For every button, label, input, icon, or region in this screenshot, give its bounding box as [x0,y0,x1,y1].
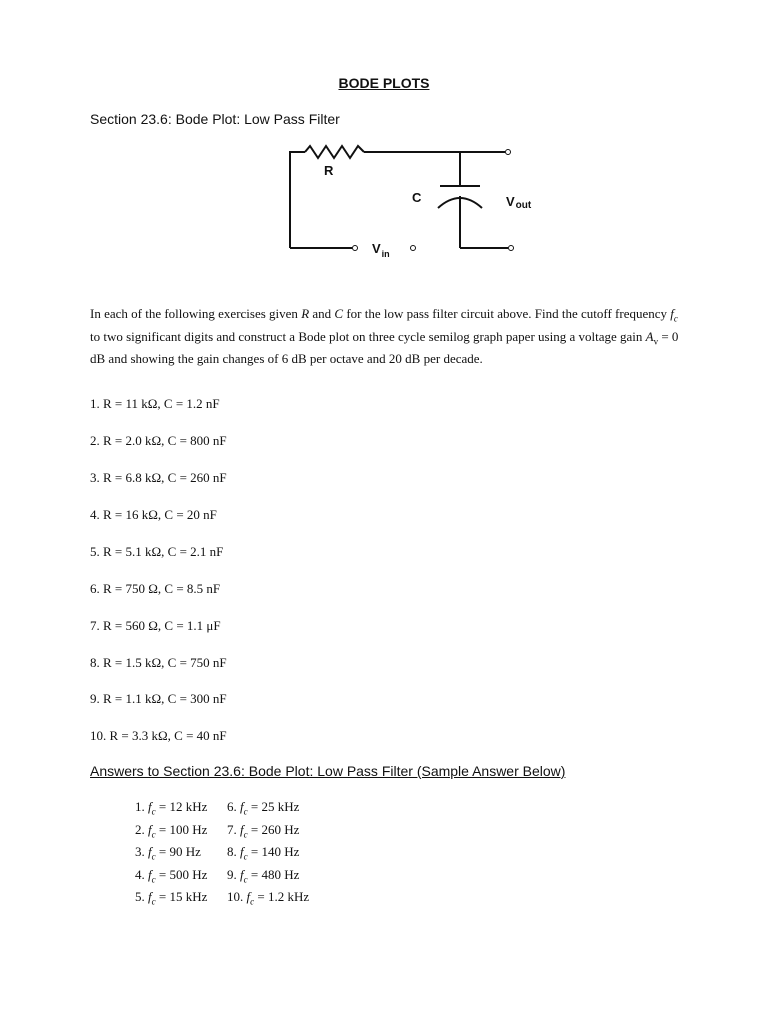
left-wire [290,152,305,248]
exercise-item: 4. R = 16 kΩ, C = 20 nF [90,507,217,522]
resistor-label: R [324,163,334,178]
exercise-item: 8. R = 1.5 kΩ, C = 750 nF [90,655,227,670]
vout-terminal-top [506,150,511,155]
answer-item: 7. $f_c = 260$ Hz [227,821,300,840]
low-pass-filter-circuit-diagram [280,138,540,268]
page-title: BODE PLOTS [338,75,430,91]
answer-item: 8. $f_c = 140$ Hz [227,844,300,862]
section-heading: Section 23.6: Bode Plot: Low Pass Filter [90,111,340,127]
answer-item: 3. $f_c = 90$ Hz [135,844,201,862]
exercise-item: 9. R = 1.1 kΩ, C = 300 nF [90,691,227,706]
answer-item: 6. $f_c = 25$ kHz [227,799,300,817]
answer-item: 4. $f_c = 500$ Hz [135,866,208,885]
vin-terminal-left [353,246,358,251]
answer-item: 2. $f_c = 100$ Hz [135,821,208,840]
exercise-item: 7. R = 560 Ω, C = 1.1 μF [90,618,221,633]
capacitor-label: C [412,190,422,205]
answers-right-column [227,798,309,911]
answers-left-column [135,798,207,911]
exercise-item: 5. R = 5.1 kΩ, C = 2.1 nF [90,544,224,559]
vout-label: Vout [506,194,532,211]
answer-item: 1. $f_c = 12$ kHz [135,799,208,817]
exercise-item: 1. R = 11 kΩ, C = 1.2 nF [90,396,220,411]
exercise-item: 2. R = 2.0 kΩ, C = 800 nF [90,433,227,448]
answers-heading: Answers to Section 23.6: Bode Plot: Low Pass Filter (Sample Answer Below) [90,763,566,779]
exercise-item: 10. R = 3.3 kΩ, C = 40 nF [90,728,227,743]
vout-terminal-bottom [509,246,514,251]
exercise-item: 3. R = 6.8 kΩ, C = 260 nF [90,470,227,485]
instructions-paragraph: In each of the following exercises given R and C for the low pass filter circuit above. Find the cutoff frequency $f_c$ to two significant digits and construct a Bode plot on three cycle semilog graph paper using a voltage gain $A_v = 0$ dB and showing the gain changes of 6 dB per octave and 20 dB per decade. [90,306,679,367]
answer-item: 5. $f_c = 15$ kHz [135,889,208,907]
answer-item: 10. $f_c = 1.2$ kHz [227,889,310,907]
answer-item: 9. $f_c = 480$ Hz [227,866,300,885]
resistor-symbol [305,146,364,158]
exercise-item: 6. R = 750 Ω, C = 8.5 nF [90,581,221,596]
vin-terminal-right [411,246,416,251]
vin-label: $V_{in}$ [372,241,390,259]
